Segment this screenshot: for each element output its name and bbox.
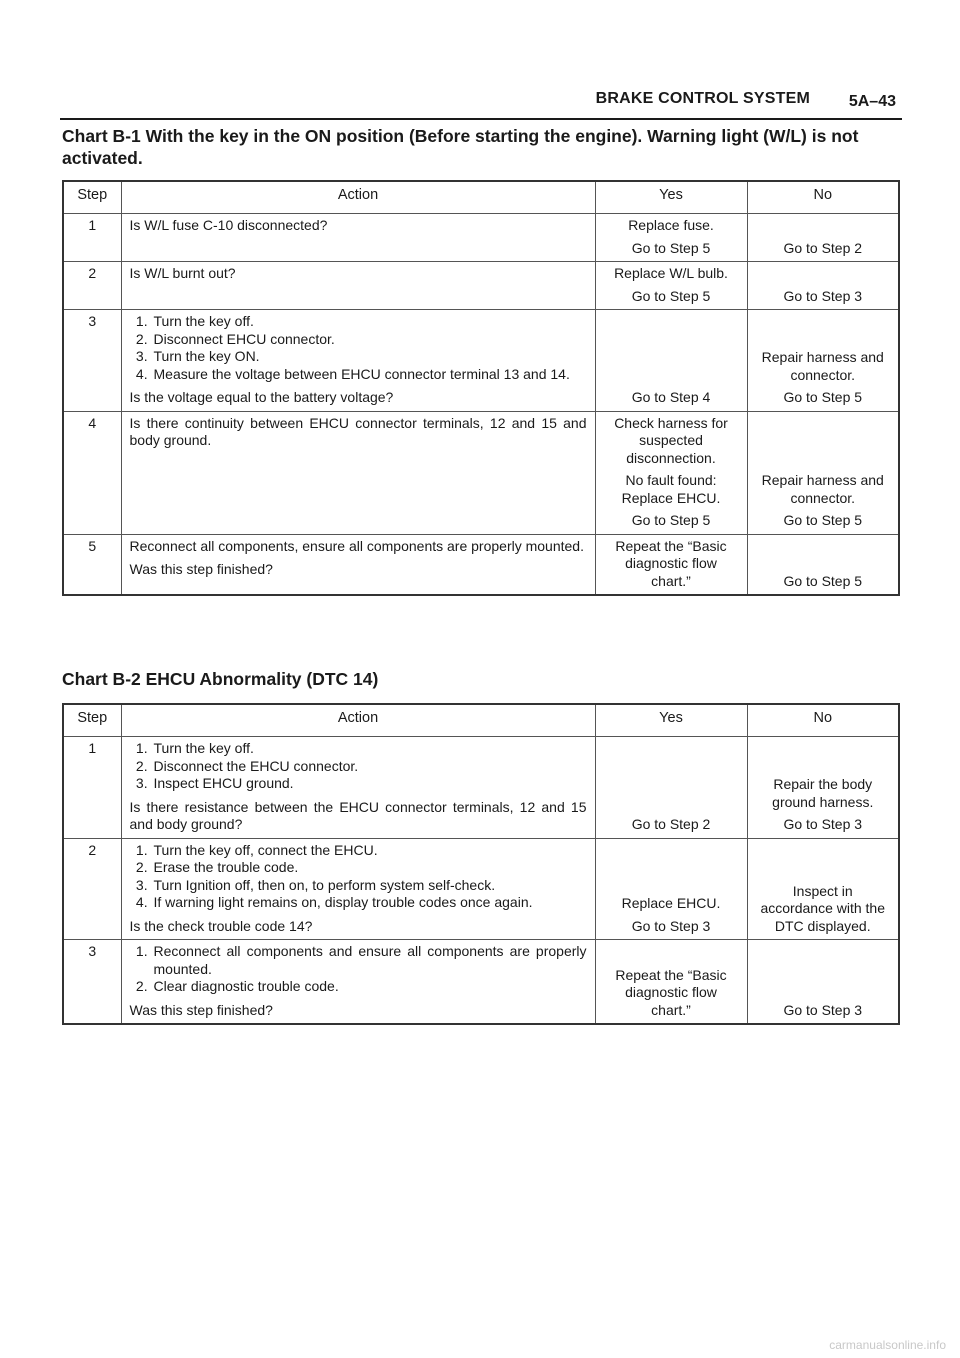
table-row [63,411,899,534]
step-number: 2 [63,838,121,940]
no-result-cell [747,262,899,310]
column-header-yes: Yes [595,181,747,214]
table-row [63,737,899,839]
yes-result-line: Go to Step 4 [631,389,711,405]
no-result-line: Go to Step 5 [783,389,863,405]
action-question: Is there continuity between EHCU connector terminals, 12 and 15 and body ground. [129,414,587,448]
action-question: Is there resistance between the EHCU connector terminals, 12 and 15 and body ground? [129,798,587,832]
action-question: Is W/L fuse C-10 disconnected? [129,217,328,233]
procedure-step: 2. Clear diagnostic trouble code. [152,978,587,996]
chart-b1-table [62,180,900,596]
no-result-line: Repair harness and connector. [761,472,884,506]
no-result-line: Go to Step 3 [783,816,863,832]
no-result-line: Go to Step 5 [783,512,863,528]
action-cell [121,262,595,310]
yes-result-cell [595,940,747,1025]
action-cell [121,737,595,839]
no-result-line: Go to Step 3 [783,287,863,304]
yes-result-cell [595,262,747,310]
no-result-line: Go to Step 3 [783,1001,863,1018]
procedure-step: 1. Reconnect all components and ensure all components are properly mounted. [152,943,587,978]
table-row [63,262,899,310]
yes-result-line: Go to Step 2 [631,816,711,832]
procedure-step: 3. Turn Ignition off, then on, to perform system self-check. [152,877,587,895]
procedure-step: 1. Turn the key off. [152,313,587,331]
no-result-cell [747,737,899,839]
column-header-action: Action [121,181,595,214]
watermark: carmanualsonline.info [829,1338,946,1352]
table-header-row [63,181,899,214]
action-question: Was this step finished? [129,1001,273,1018]
procedure-step: 4. Measure the voltage between EHCU connector terminal 13 and 14. [152,366,587,384]
no-result-cell [747,214,899,262]
yes-result-cell [595,214,747,262]
step-number: 5 [63,534,121,595]
procedure-step: 2. Erase the trouble code. [152,859,587,877]
action-cell [121,534,595,595]
procedure-step: 1. Turn the key off, connect the EHCU. [152,842,587,860]
no-result-cell [747,940,899,1025]
action-cell [121,940,595,1025]
step-number: 1 [63,214,121,262]
table-header-row [63,704,899,737]
procedure-list [130,842,587,912]
yes-result-cell [595,838,747,940]
page-header [60,88,902,120]
step-number: 3 [63,940,121,1025]
procedure-list [130,313,587,383]
table-row [63,310,899,412]
no-result-line: Repair the body ground harness. [772,776,874,810]
chart-b2-body [63,737,899,1025]
yes-result-cell [595,534,747,595]
chart-b1-body [63,214,899,596]
procedure-list [130,943,587,996]
action-question: Is the check trouble code 14? [129,917,313,934]
section-title: BRAKE CONTROL SYSTEM [595,90,810,107]
step-number: 1 [63,737,121,839]
action-question: Was this step finished? [129,561,273,577]
procedure-step: 2. Disconnect the EHCU connector. [152,758,587,776]
yes-result-cell [595,310,747,412]
step-number: 2 [63,262,121,310]
action-cell [121,310,595,412]
action-cell [121,411,595,534]
column-header-no: No [747,181,899,214]
action-cell [121,838,595,940]
chart-b2-table [62,703,900,1025]
page-number: 5A–43 [848,93,896,110]
procedure-step: 2. Disconnect EHCU connector. [152,331,587,349]
action-cell [121,214,595,262]
yes-result-line: Go to Step 3 [631,917,711,934]
table-row [63,940,899,1025]
yes-result-line: Check harness for suspected disconnection. [614,414,728,466]
step-number: 3 [63,310,121,412]
procedure-list [130,740,587,793]
yes-result-line: Replace EHCU. [621,895,721,911]
chart-b1-title: Chart B-1 With the key in the ON position (Before starting the engine). Warning light (W/L) is not activated. [62,126,859,168]
column-header-yes: Yes [595,704,747,737]
column-header-step: Step [63,704,121,737]
procedure-step: 1. Turn the key off. [152,740,587,758]
yes-result-line: No fault found: Replace EHCU. [621,472,721,506]
chart-b2-title: Chart B-2 EHCU Abnormality (DTC 14) [62,669,379,689]
yes-result-line: Go to Step 5 [631,239,711,256]
no-result-cell [747,534,899,595]
yes-result-line: Go to Step 5 [631,287,711,304]
procedure-step: 3. Inspect EHCU ground. [152,775,587,793]
table-row [63,214,899,262]
no-result-cell [747,310,899,412]
procedure-step: 3. Turn the key ON. [152,348,587,366]
table-row [63,838,899,940]
yes-result-cell [595,411,747,534]
yes-result-line: Replace fuse. [628,217,714,233]
column-header-step: Step [63,181,121,214]
table-row [63,534,899,595]
procedure-step: 4. If warning light remains on, display trouble codes once again. [152,894,587,912]
yes-result-line: Repeat the “Basic diagnostic flow chart.” [615,966,727,1018]
yes-result-cell [595,737,747,839]
no-result-cell [747,411,899,534]
yes-result-line: Replace W/L bulb. [614,265,728,281]
column-header-action: Action [121,704,595,737]
yes-result-line: Go to Step 5 [631,512,711,528]
no-result-cell [747,838,899,940]
yes-result-line: Repeat the “Basic diagnostic flow chart.” [615,537,727,589]
action-question: Is W/L burnt out? [129,265,236,281]
action-question: Reconnect all components, ensure all components are properly mounted. [129,537,584,554]
no-result-line: Repair harness and connector. [761,349,884,383]
step-number: 4 [63,411,121,534]
no-result-line: Go to Step 2 [783,239,863,256]
action-question: Is the voltage equal to the battery voltage? [129,389,394,405]
no-result-line: Go to Step 5 [783,572,863,589]
column-header-no: No [747,704,899,737]
no-result-line: Inspect in accordance with the DTC displayed. [760,882,886,934]
